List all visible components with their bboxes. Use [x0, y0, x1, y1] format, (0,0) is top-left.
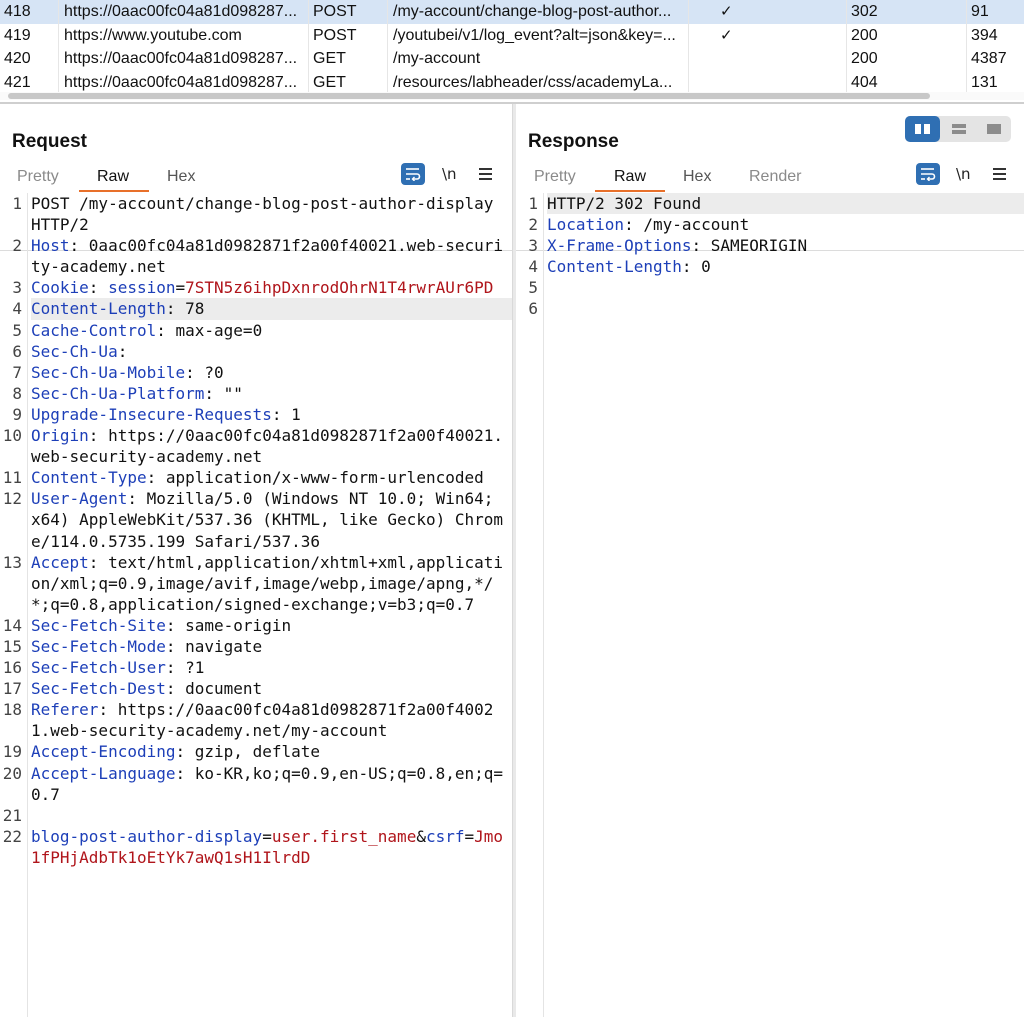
scrollbar-thumb[interactable]	[8, 93, 930, 99]
text-segment: : 78	[165, 299, 205, 319]
wrap-lines-button[interactable]	[401, 163, 425, 185]
row-length: 394	[971, 27, 998, 44]
text-segment: : gzip, deflate	[175, 742, 320, 762]
line-number: 1	[528, 194, 538, 213]
header-name: Cache-Control	[31, 320, 157, 340]
code-line[interactable]	[0, 341, 512, 362]
code-line[interactable]	[0, 741, 512, 762]
text-segment: : text/html,application/xhtml+xml,application/xml;q=0.9,image/avif,image/webp,image/apng,*/*;q=0.8,application/signed-exchange;v=b3;q=0.7	[31, 552, 504, 614]
code-line[interactable]	[516, 193, 1024, 214]
response-menu-button[interactable]	[992, 162, 1008, 186]
rows-icon	[941, 116, 976, 142]
header-name: Sec-Ch-Ua	[31, 341, 118, 361]
text-segment: : document	[165, 679, 263, 699]
response-tabs	[516, 162, 1024, 192]
line-text	[31, 362, 512, 383]
param-value: user.first_name	[271, 826, 417, 846]
layout-toggle[interactable]	[905, 116, 1011, 142]
header-name: Sec-Fetch-User	[31, 658, 166, 678]
header-name: Sec-Fetch-Mode	[31, 636, 166, 656]
line-number: 5	[528, 278, 538, 298]
header-name: Sec-Ch-Ua-Mobile	[31, 362, 186, 382]
line-number: 3	[12, 278, 22, 298]
single-pane-layout-button[interactable]	[976, 116, 1011, 142]
header-name: X-Frame-Options	[547, 236, 692, 256]
line-number: 11	[2, 468, 22, 488]
column-divider	[846, 0, 847, 92]
column-divider	[387, 0, 388, 92]
row-length: 91	[971, 3, 989, 20]
tab-hex[interactable]: Hex	[683, 168, 712, 185]
param-value: 7STN5z6ihpDxnrodOhrN1T4rwrAUr6PD	[185, 278, 494, 298]
row-status: 200	[851, 27, 878, 44]
code-line[interactable]	[516, 298, 1024, 319]
row-url: /youtubei/v1/log_event?alt=json&key=...	[393, 27, 676, 44]
line-text	[31, 467, 512, 488]
line-text	[31, 657, 512, 678]
code-line[interactable]	[0, 383, 512, 404]
tab-raw[interactable]: Raw	[614, 168, 647, 185]
line-number: 18	[2, 700, 22, 720]
request-title: Request	[12, 131, 87, 152]
line-number: 1	[12, 194, 22, 213]
line-text	[31, 341, 512, 362]
request-editor[interactable]	[0, 193, 512, 1017]
text-segment: : ""	[204, 383, 243, 403]
line-number: 9	[12, 404, 22, 424]
header-name: Cookie	[31, 278, 89, 298]
line-number: 2	[528, 215, 538, 235]
line-text	[31, 763, 512, 805]
line-number: 12	[2, 489, 22, 509]
line-text	[31, 425, 512, 467]
response-title: Response	[528, 131, 619, 152]
text-segment: : 1	[271, 404, 301, 424]
line-text	[547, 298, 1024, 319]
line-number: 21	[2, 805, 22, 825]
text-segment: : max-age=0	[156, 320, 263, 340]
line-number: 20	[2, 763, 22, 783]
text-segment: : ?1	[165, 658, 205, 678]
row-status: 302	[851, 3, 878, 20]
row-method: POST	[313, 3, 357, 20]
line-number: 15	[2, 636, 22, 656]
line-text	[31, 383, 512, 404]
row-host: https://0aac00fc04a81d098287...	[64, 3, 298, 20]
request-tabs	[0, 162, 512, 192]
code-line[interactable]	[0, 277, 512, 298]
table-row[interactable]	[0, 71, 1024, 92]
line-number: 16	[2, 658, 22, 678]
request-code[interactable]	[0, 193, 512, 868]
code-line[interactable]	[516, 235, 1024, 256]
column-divider	[688, 0, 689, 92]
tab-hex[interactable]: Hex	[167, 168, 196, 185]
row-number: 418	[4, 3, 31, 20]
tab-render[interactable]: Render	[749, 168, 802, 185]
row-length: 4387	[971, 50, 1007, 67]
header-name: Accept-Encoding	[31, 742, 176, 762]
stacked-layout-button[interactable]	[941, 116, 976, 142]
header-name: Referer	[31, 700, 99, 720]
text-segment: : /my-account	[624, 215, 750, 235]
tab-pretty[interactable]: Pretty	[17, 168, 59, 185]
code-line[interactable]	[0, 467, 512, 488]
line-text	[31, 826, 512, 868]
code-line[interactable]	[516, 277, 1024, 298]
header-name: Host	[31, 236, 70, 256]
row-url: /my-account	[393, 50, 481, 67]
line-number: 4	[12, 299, 22, 319]
line-text	[547, 256, 1024, 277]
column-divider	[308, 0, 309, 92]
row-method: GET	[313, 74, 346, 91]
text-segment: =	[262, 826, 272, 846]
text-segment: =	[464, 826, 475, 846]
line-text	[31, 235, 512, 277]
line-number: 4	[528, 257, 538, 277]
code-line[interactable]	[0, 193, 512, 235]
line-number: 8	[12, 383, 22, 403]
proxy-history-table	[0, 0, 1024, 103]
row-number: 421	[4, 74, 31, 91]
param-name: blog-post-author-display	[31, 826, 263, 846]
table-row[interactable]	[0, 0, 1024, 24]
text-segment: : ?0	[185, 362, 224, 382]
row-url: /resources/labheader/css/academyLa...	[393, 74, 673, 91]
text-segment: =	[175, 278, 186, 298]
text-segment: : SAMEORIGIN	[691, 236, 808, 256]
line-text	[31, 741, 512, 762]
text-segment: &	[416, 826, 426, 846]
text-segment: : ko-KR,ko;q=0.9,en-US;q=0.8,en;q=0.7	[31, 763, 504, 804]
code-line[interactable]	[0, 699, 512, 741]
text-segment: : 0	[681, 257, 711, 277]
wrap-lines-icon	[920, 167, 936, 181]
line-text	[31, 298, 512, 319]
row-host: https://0aac00fc04a81d098287...	[64, 50, 298, 67]
columns-icon	[905, 116, 940, 142]
show-newlines-button[interactable]: \n	[442, 165, 457, 183]
code-line[interactable]	[516, 256, 1024, 277]
param-value: Jmo1fPHjAdbTk1oEtYk7awQ1sH1IlrdD	[31, 826, 504, 867]
line-text	[31, 404, 512, 425]
row-edited-check: ✓	[720, 27, 733, 44]
code-line[interactable]	[0, 235, 512, 277]
line-number: 3	[528, 236, 538, 256]
response-editor[interactable]	[516, 193, 1024, 1017]
line-text	[31, 678, 512, 699]
active-tab-indicator	[79, 190, 149, 192]
header-name: Content-Type	[31, 468, 147, 488]
line-text	[31, 552, 512, 615]
header-name: Origin	[31, 426, 89, 446]
header-name: Upgrade-Insecure-Requests	[31, 404, 272, 424]
row-number: 420	[4, 50, 31, 67]
line-text	[31, 193, 512, 235]
active-tab-indicator	[595, 190, 665, 192]
text-segment: : application/x-www-form-urlencoded	[146, 468, 484, 488]
line-text	[547, 235, 1024, 256]
param-name: session	[108, 278, 176, 298]
column-divider	[58, 0, 59, 92]
row-number: 419	[4, 27, 31, 44]
header-name: Content-Length	[547, 257, 682, 277]
response-code[interactable]	[516, 193, 1024, 320]
tab-pretty[interactable]: Pretty	[534, 168, 576, 185]
code-line[interactable]	[516, 214, 1024, 235]
line-text	[547, 193, 1024, 214]
code-line[interactable]	[0, 615, 512, 636]
table-row[interactable]	[0, 47, 1024, 71]
line-text	[31, 636, 512, 657]
line-number: 10	[2, 426, 22, 446]
text-segment: :	[88, 278, 109, 298]
code-line[interactable]	[0, 404, 512, 425]
header-name: Sec-Fetch-Site	[31, 615, 166, 635]
single-pane-icon	[976, 116, 1011, 142]
table-row[interactable]	[0, 24, 1024, 48]
line-number: 6	[528, 299, 538, 319]
line-text	[31, 699, 512, 741]
line-number: 5	[12, 320, 22, 340]
row-length: 131	[971, 74, 998, 91]
wrap-lines-button[interactable]	[916, 163, 940, 185]
line-number: 13	[2, 552, 22, 572]
line-number: 22	[2, 826, 22, 846]
code-line[interactable]	[0, 657, 512, 678]
code-line[interactable]	[0, 826, 512, 868]
header-name: Location	[547, 215, 625, 235]
line-text	[547, 214, 1024, 235]
row-edited-check: ✓	[720, 3, 733, 20]
line-number: 19	[2, 742, 22, 762]
row-status: 404	[851, 74, 878, 91]
header-name: Content-Length	[31, 299, 166, 319]
header-name: Accept	[31, 552, 89, 572]
line-number: 6	[12, 341, 22, 361]
header-name: Accept-Language	[31, 763, 176, 783]
response-panel	[516, 104, 1024, 1017]
header-name: Sec-Ch-Ua-Platform	[31, 383, 205, 403]
code-line[interactable]	[0, 362, 512, 383]
line-text	[31, 488, 512, 551]
header-name: User-Agent	[31, 489, 128, 509]
request-menu-button[interactable]	[478, 162, 494, 186]
header-name: Sec-Fetch-Dest	[31, 679, 166, 699]
side-by-side-layout-button[interactable]	[905, 116, 940, 142]
tab-raw[interactable]: Raw	[97, 168, 130, 185]
row-status: 200	[851, 50, 878, 67]
line-text	[31, 320, 512, 341]
text-segment: HTTP/2 302 Found	[547, 194, 702, 213]
horizontal-scrollbar[interactable]	[0, 92, 1024, 100]
column-divider	[966, 0, 967, 92]
code-line[interactable]	[0, 678, 512, 699]
show-newlines-button[interactable]: \n	[956, 165, 971, 183]
line-text	[31, 615, 512, 636]
text-segment: :	[117, 341, 128, 361]
line-text	[31, 277, 512, 298]
line-text	[547, 277, 1024, 298]
request-panel	[0, 104, 512, 1017]
param-name: csrf	[425, 826, 465, 846]
text-segment: : Mozilla/5.0 (Windows NT 10.0; Win64; x64) AppleWebKit/537.36 (KHTML, like Gecko) Chrome/114.0.5735.199 Safari/537.36	[31, 489, 504, 551]
text-segment: : 0aac00fc04a81d0982871f2a00f40021.web-security-academy.net	[31, 236, 504, 277]
text-segment: : https://0aac00fc04a81d0982871f2a00f40021.web-security-academy.net	[31, 426, 504, 467]
code-line[interactable]	[0, 805, 512, 826]
text-segment: : navigate	[165, 636, 263, 656]
line-number: 2	[12, 236, 22, 256]
text-segment: : https://0aac00fc04a81d0982871f2a00f40021.web-security-academy.net/my-account	[31, 700, 494, 741]
row-url: /my-account/change-blog-post-author...	[393, 3, 672, 20]
line-number: 7	[12, 362, 22, 382]
row-method: POST	[313, 27, 357, 44]
text-segment: POST /my-account/change-blog-post-author-display HTTP/2	[31, 194, 504, 235]
code-line[interactable]	[0, 298, 512, 319]
code-line[interactable]	[0, 488, 512, 551]
code-line[interactable]	[0, 320, 512, 341]
line-number: 14	[2, 615, 22, 635]
code-line[interactable]	[0, 636, 512, 657]
row-host: https://www.youtube.com	[64, 27, 242, 44]
wrap-lines-icon	[405, 167, 421, 181]
line-text	[31, 805, 512, 826]
row-method: GET	[313, 50, 346, 67]
code-line[interactable]	[0, 763, 512, 805]
row-host: https://0aac00fc04a81d098287...	[64, 74, 298, 91]
text-segment: : same-origin	[165, 615, 292, 635]
code-line[interactable]	[0, 425, 512, 467]
code-line[interactable]	[0, 552, 512, 615]
line-number: 17	[2, 679, 22, 699]
